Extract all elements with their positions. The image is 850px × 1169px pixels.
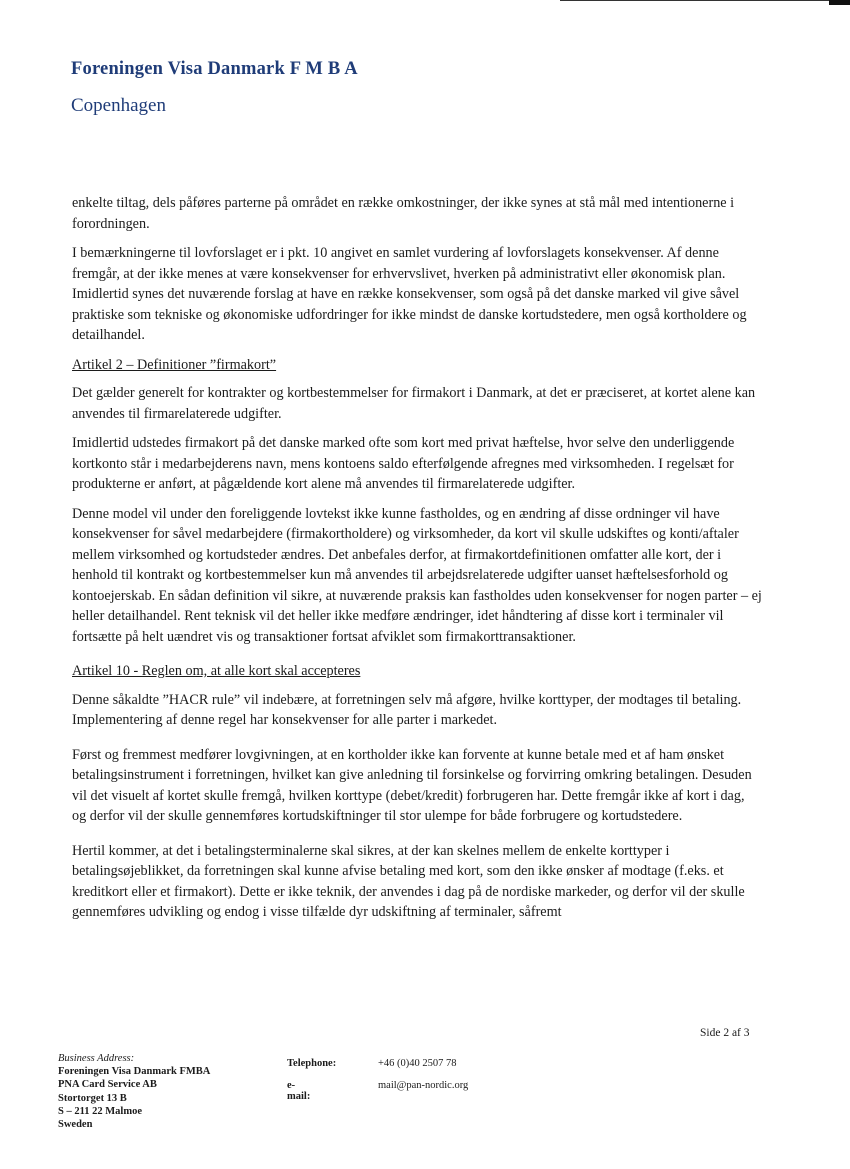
address-label: Business Address: <box>58 1053 135 1064</box>
section-heading-article-10: Artikel 10 - Reglen om, at alle kort skal accepteres <box>72 663 361 679</box>
section-heading-article-2: Artikel 2 – Definitioner ”firmakort” <box>72 356 277 373</box>
letter-footer <box>58 1052 818 1142</box>
telephone-label: Telephone: <box>287 1058 337 1069</box>
address-line: Stortorget 13 B <box>58 1092 127 1104</box>
email-label: e-mail: <box>287 1080 311 1102</box>
paragraph-hacr-rule: Denne såkaldte ”HACR rule” vil indebære, at forretningen selv må afgøre, hvilke korttyper, der modtages til betaling. Implementering af denne regel har konsekvenser for alle parter i markedet. <box>72 691 742 728</box>
paragraph-firmakort-model: Denne model vil under den foreliggende lovtekst ikke kunne fastholdes, og en ændring af disse ordninger vil have konsekvenser for såvel medarbejdere (firmakortholdere) og virksomheder, da kort vil skulle udskiftes og konti/aftaler mellem virksomhed og kortudsteder ændres. Det anbefales derfor, at firmakortdefinitionen omfatter alle kort, der i henhold til kontrakt og kortbestemmelser kun må anvendes til arbejdsrelaterede udgifter uanset hæftelsesforhold og kontoejerskab. En sådan definition vil sikre, at nuværende praksis kan fastholdes uden konsekvenser for nogen parter – ej heller detailhandel. Rent teknisk vil det heller ikke medføre ændringer, idet håndtering af disse kort i terminaler vil fortsætte på helt uændret vis og transaktioner fortsat afviklet som firmakorttransaktioner. <box>72 505 762 645</box>
letter-body <box>72 193 762 932</box>
address-line: Sweden <box>58 1119 93 1131</box>
top-scan-line <box>560 0 830 1</box>
address-line: Foreningen Visa Danmark FMBA <box>58 1066 211 1078</box>
organization-name: Foreningen Visa Danmark F M B A <box>71 59 358 79</box>
telephone-value: +46 (0)40 2507 78 <box>378 1058 457 1069</box>
top-scan-mark <box>829 0 850 5</box>
paragraph-firmakort-general: Det gælder generelt for kontrakter og kortbestemmelser for firmakort i Danmark, at det er præciseret, at kortet alene kan anvendes til firmarelaterede udgifter. <box>72 385 756 422</box>
paragraph-consumer-impact: Først og fremmest medfører lovgivningen, at en kortholder ikke kan forvente at kunne betale med et af ham ønsket betalingsinstrument i forretningen, hvilket kan give anledning til forsinkelse og forvirring omkring betalingen. Desuden vil det visuelt af kortet skulle fremgå, hvilken korttype (debet/kredit) forbrugeren har. Dette fremgår ikke af kort i dag, og derfor vil der skulle gennemføres kortudskiftninger til stor ulempe for både forbrugere og kortudstedere. <box>72 746 752 824</box>
business-address <box>58 1052 210 1131</box>
paragraph-terminal-impact: Hertil kommer, at det i betalingsterminalerne skal sikres, at der kan skelnes mellem de enkelte korttyper i betalingsøjeblikket, da forretningen skal kunne afvise betaling med kort, som den ikke ønsker af modtage (f.eks. et kreditkort eller et firmakort). Dette er ikke teknik, der anvendes i dag på de nordiske markeder, og derfor vil der skulle gennemføres udvikling og endog i visse tilfælde dyr udskiftning af terminaler, såfremt <box>72 842 745 920</box>
address-line: S – 211 22 Malmoe <box>58 1105 142 1117</box>
paragraph-remarks: I bemærkningerne til lovforslaget er i pkt. 10 angivet en samlet vurdering af lovforslagets konsekvenser. Af denne fremgår, at der ikke menes at være konsekvenser for erhvervslivet, hverken på administrativt eller økonomisk plan. Imidlertid synes det nuværende forslag at have en række konsekvenser, som også på det danske marked vil give såvel praktiske som tekniske og økonomiske udfordringer for ikke mindst de danske kortudstedere, men også kortholdere og detailhandel. <box>72 245 747 343</box>
address-line: PNA Card Service AB <box>58 1079 157 1091</box>
paragraph-intro-continuation: enkelte tiltag, dels påføres parterne på området en række omkostninger, der ikke synes at stå mål med intentionerne i forordningen. <box>72 195 735 232</box>
page-number: Side 2 af 3 <box>700 1027 750 1039</box>
email-value: mail@pan-nordic.org <box>378 1080 469 1091</box>
organization-city: Copenhagen <box>71 95 166 116</box>
paragraph-firmakort-private: Imidlertid udstedes firmakort på det danske marked ofte som kort med privat hæftelse, hvor selve den underliggende kortkonto står i medarbejderens navn, mens kontoens saldo efterfølgende afregnes med virksomheden. I regelsæt for produkterne er anført, at pågældende kort alene må anvendes til firmarelaterede udgifter. <box>72 435 735 492</box>
